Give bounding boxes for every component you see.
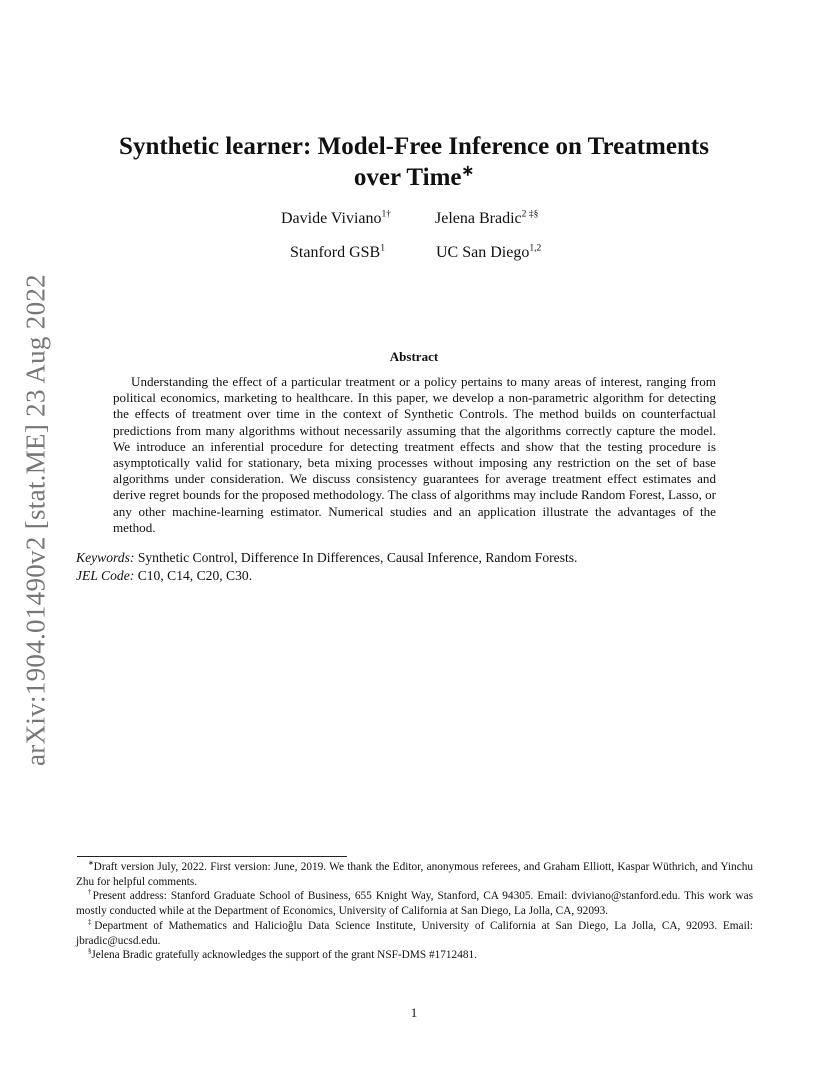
abstract-heading: Abstract — [389, 349, 439, 364]
affiliation-sup: 1 — [380, 242, 386, 254]
affiliation-sup: 1,2 — [529, 242, 542, 254]
footnote-text: Present address: Stanford Graduate School of Business, 655 Knight Way, Stanford, CA 94305. Email: dviviano@stanford.edu. This work was mostly conducted while at the Department of Economics, University of California at San Diego, La Jolla, CA, 92093. — [76, 890, 753, 918]
author-name: Jelena Bradic — [435, 210, 522, 227]
keywords-line — [76, 549, 756, 567]
affiliation-stanford — [290, 244, 385, 262]
abstract-body — [113, 374, 716, 536]
abstract-text: Understanding the effect of a particular treatment or a policy pertains to many areas of interest, ranging from political economics, marketing to healthcare. In this paper, we develop a non-parametric algorithm for detecting the effects of treatment over time in the context of Synthetic Controls. The method builds on counterfactual predictions from many algorithms without necessarily assuming that the algorithms correctly capture the model. We introduce an inferential procedure for detecting treatment effects and show that the testing procedure is asymptotically valid for stationary, beta mixing processes without imposing any restriction on the set of base algorithms under consideration. We discuss consistency guarantees for average treatment effect estimates and derive regret bounds for the proposed methodology. The class of algorithms may include Random Forest, Lasso, or any other machine-learning estimator. Numerical studies and an application illustrate the advantages of the method. — [113, 374, 716, 535]
footnote-text: Department of Mathematics and Halicioğlu Data Science Institute, University of California at San Diego, La Jolla, CA, 92093. Email: jbradic@ucsd.edu. — [76, 919, 753, 947]
affiliation-name: UC San Diego — [436, 244, 530, 261]
footnote-mark: ‡ — [88, 919, 95, 927]
footnote-mark: † — [88, 889, 93, 897]
keywords-text: Synthetic Control, Difference In Differences, Causal Inference, Random Forests. — [137, 550, 578, 565]
title-line-2-wrap — [80, 162, 748, 193]
arxiv-side-stamp: arXiv:1904.01490v2 [stat.ME] 23 Aug 2022 — [20, 274, 51, 766]
jel-label: JEL Code: — [76, 568, 135, 583]
page-number: 1 — [410, 1005, 418, 1020]
jel-text: C10, C14, C20, C30. — [137, 568, 253, 583]
footnote-grant — [76, 948, 753, 963]
author-sup: 1† — [381, 208, 392, 220]
footnote-rule — [77, 856, 347, 857]
paper-title — [80, 131, 748, 193]
keywords-block — [76, 549, 756, 585]
author-name: Davide Viviano — [281, 210, 382, 227]
affiliation-ucsd — [436, 244, 541, 262]
footnotes — [76, 860, 753, 963]
footnote-text: Draft version July, 2022. First version: June, 2019. We thank the Editor, anonymous referees, and Graham Elliott, Kaspar Wüthrich, and Yinchu Zhu for helpful comments. — [76, 861, 753, 888]
footnote-department — [76, 919, 753, 948]
title-line-2: over Time — [353, 164, 462, 191]
footnote-draft — [76, 860, 753, 889]
keywords-label: Keywords: — [76, 550, 135, 565]
jel-line — [76, 567, 756, 585]
footnote-present-address — [76, 889, 753, 918]
author-sup: 2 ‡§ — [521, 208, 539, 220]
affiliation-name: Stanford GSB — [290, 244, 381, 261]
footnote-mark: § — [88, 948, 92, 956]
title-footnote-mark: ∗ — [461, 163, 475, 180]
footnote-mark: ∗ — [88, 860, 94, 868]
footnote-text: Jelena Bradic gratefully acknowledges the support of the grant NSF-DMS #1712481. — [91, 949, 477, 962]
author-bradic — [435, 210, 538, 228]
title-line-1: Synthetic learner: Model-Free Inference on Treatments — [119, 133, 709, 160]
author-viviano — [281, 210, 391, 228]
